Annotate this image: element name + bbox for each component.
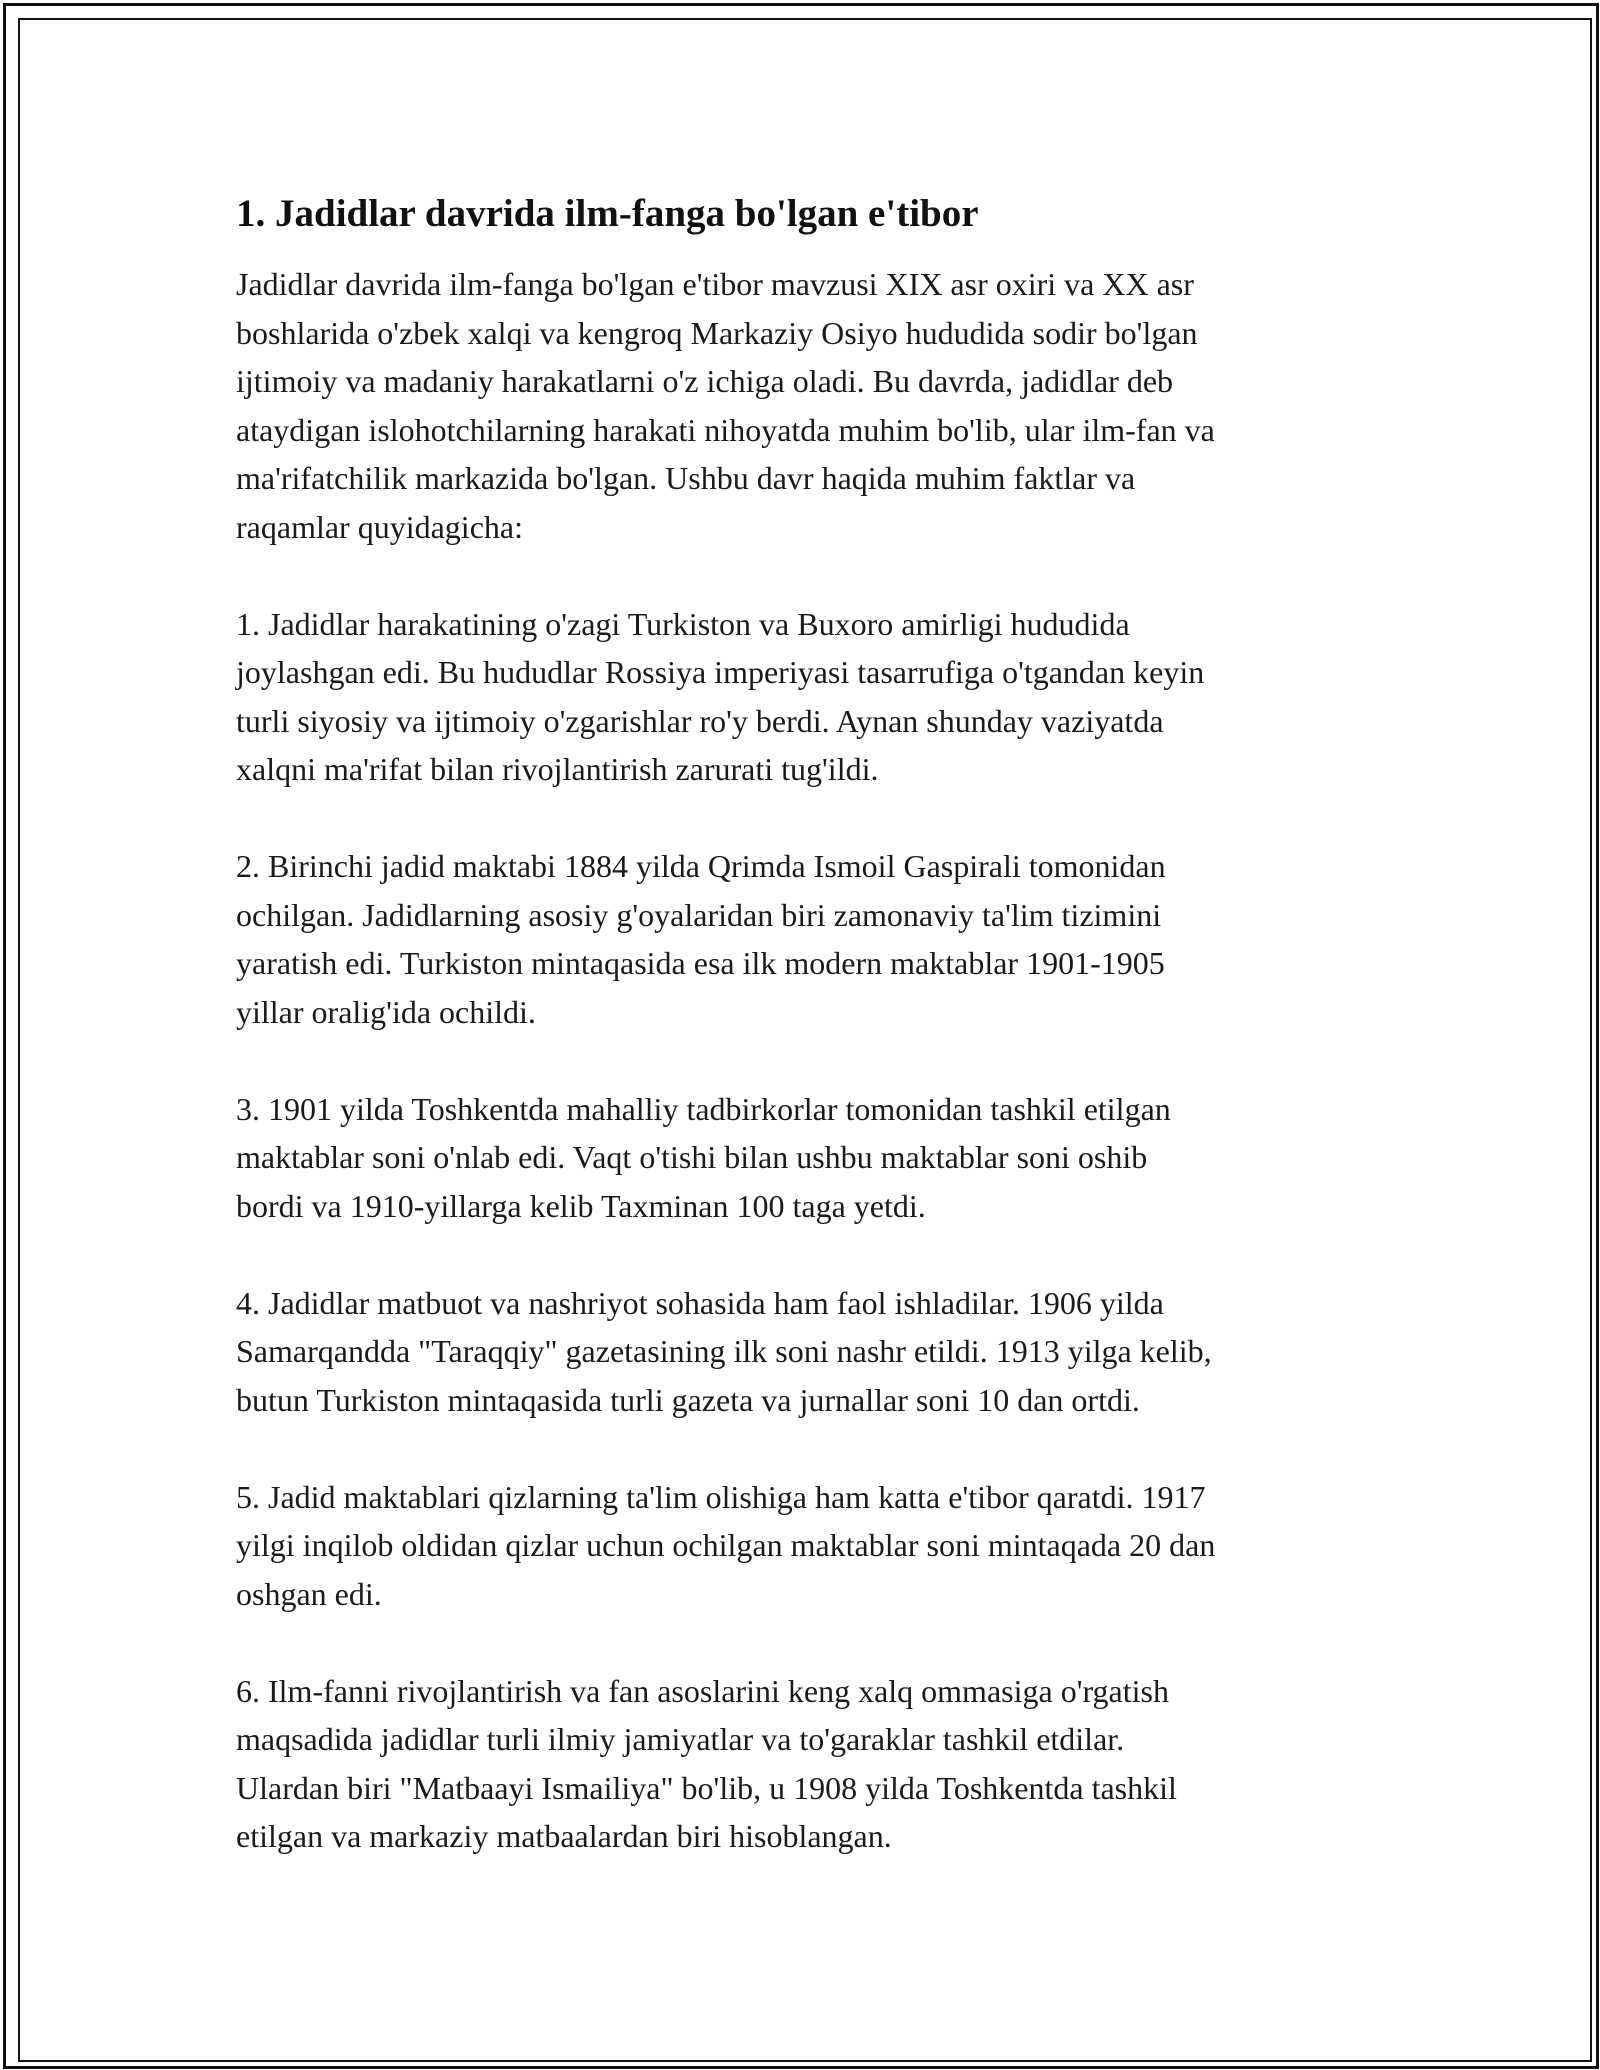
intro-paragraph: Jadidlar davrida ilm-fanga bo'lgan e'tibor mavzusi XIX asr oxiri va XX asr boshlarida o'zbek xalqi va kengroq Markaziy Osiyo hududida sodir bo'lgan ijtimoiy va madaniy harakatlarni o'z ichiga oladi. Bu davrda, jadidlar deb ataydigan islohotchilarning harakati nihoyatda muhim bo'lib, ular ilm-fan va ma'rifatchilik markazida bo'lgan. Ushbu davr haqida muhim faktlar va raqamlar quyidagicha: xyxy=(236,266,1215,545)
section-title: 1. Jadidlar davrida ilm-fanga bo'lgan e'tibor xyxy=(236,192,979,235)
fact-paragraph-5: 5. Jadid maktablari qizlarning ta'lim olishiga ham katta e'tibor qaratdi. 1917 yilgi inqilob oldidan qizlar uchun ochilgan maktablar soni mintaqada 20 dan oshgan edi. xyxy=(236,1478,1216,1612)
fact-paragraph-6: 6. Ilm-fanni rivojlantirish va fan asoslarini keng xalq ommasiga o'rgatish maqsadida jadidlar turli ilmiy jamiyatlar va to'garaklar tashkil etdilar. Ulardan biri "Matbaayi Ismailiya" bo'lib, u 1908 yilda Toshkentda tashkil etilgan va markaziy matbaalardan biri hisoblangan. xyxy=(236,1672,1177,1854)
fact-paragraph-2: 2. Birinchi jadid maktabi 1884 yilda Qrimda Ismoil Gaspirali tomonidan ochilgan. Jadidlarning asosiy g'oyalaridan biri zamonaviy ta'lim tizimini yaratish edi. Turkiston mintaqasida esa ilk modern maktablar 1901-1905 yillar oralig'ida ochildi. xyxy=(236,848,1166,1030)
fact-paragraph-1: 1. Jadidlar harakatining o'zagi Turkiston va Buxoro amirligi hududida joylashgan edi. Bu hududlar Rossiya imperiyasi tasarrufiga o'tgandan keyin turli siyosiy va ijtimoiy o'zgarishlar ro'y berdi. Aynan shunday vaziyatda xalqni ma'rifat bilan rivojlantirish zarurati tug'ildi. xyxy=(236,605,1205,787)
document-body xyxy=(236,188,1366,1909)
fact-paragraph-4: 4. Jadidlar matbuot va nashriyot sohasida ham faol ishladilar. 1906 yilda Samarqandda "Taraqqiy" gazetasining ilk soni nashr etildi. 1913 yilga kelib, butun Turkiston mintaqasida turli gazeta va jurnallar soni 10 dan ortdi. xyxy=(236,1284,1212,1418)
fact-paragraph-3: 3. 1901 yilda Toshkentda mahalliy tadbirkorlar tomonidan tashkil etilgan maktablar soni o'nlab edi. Vaqt o'tishi bilan ushbu maktablar soni oshib bordi va 1910-yillarga kelib Taxminan 100 taga yetdi. xyxy=(236,1090,1171,1224)
